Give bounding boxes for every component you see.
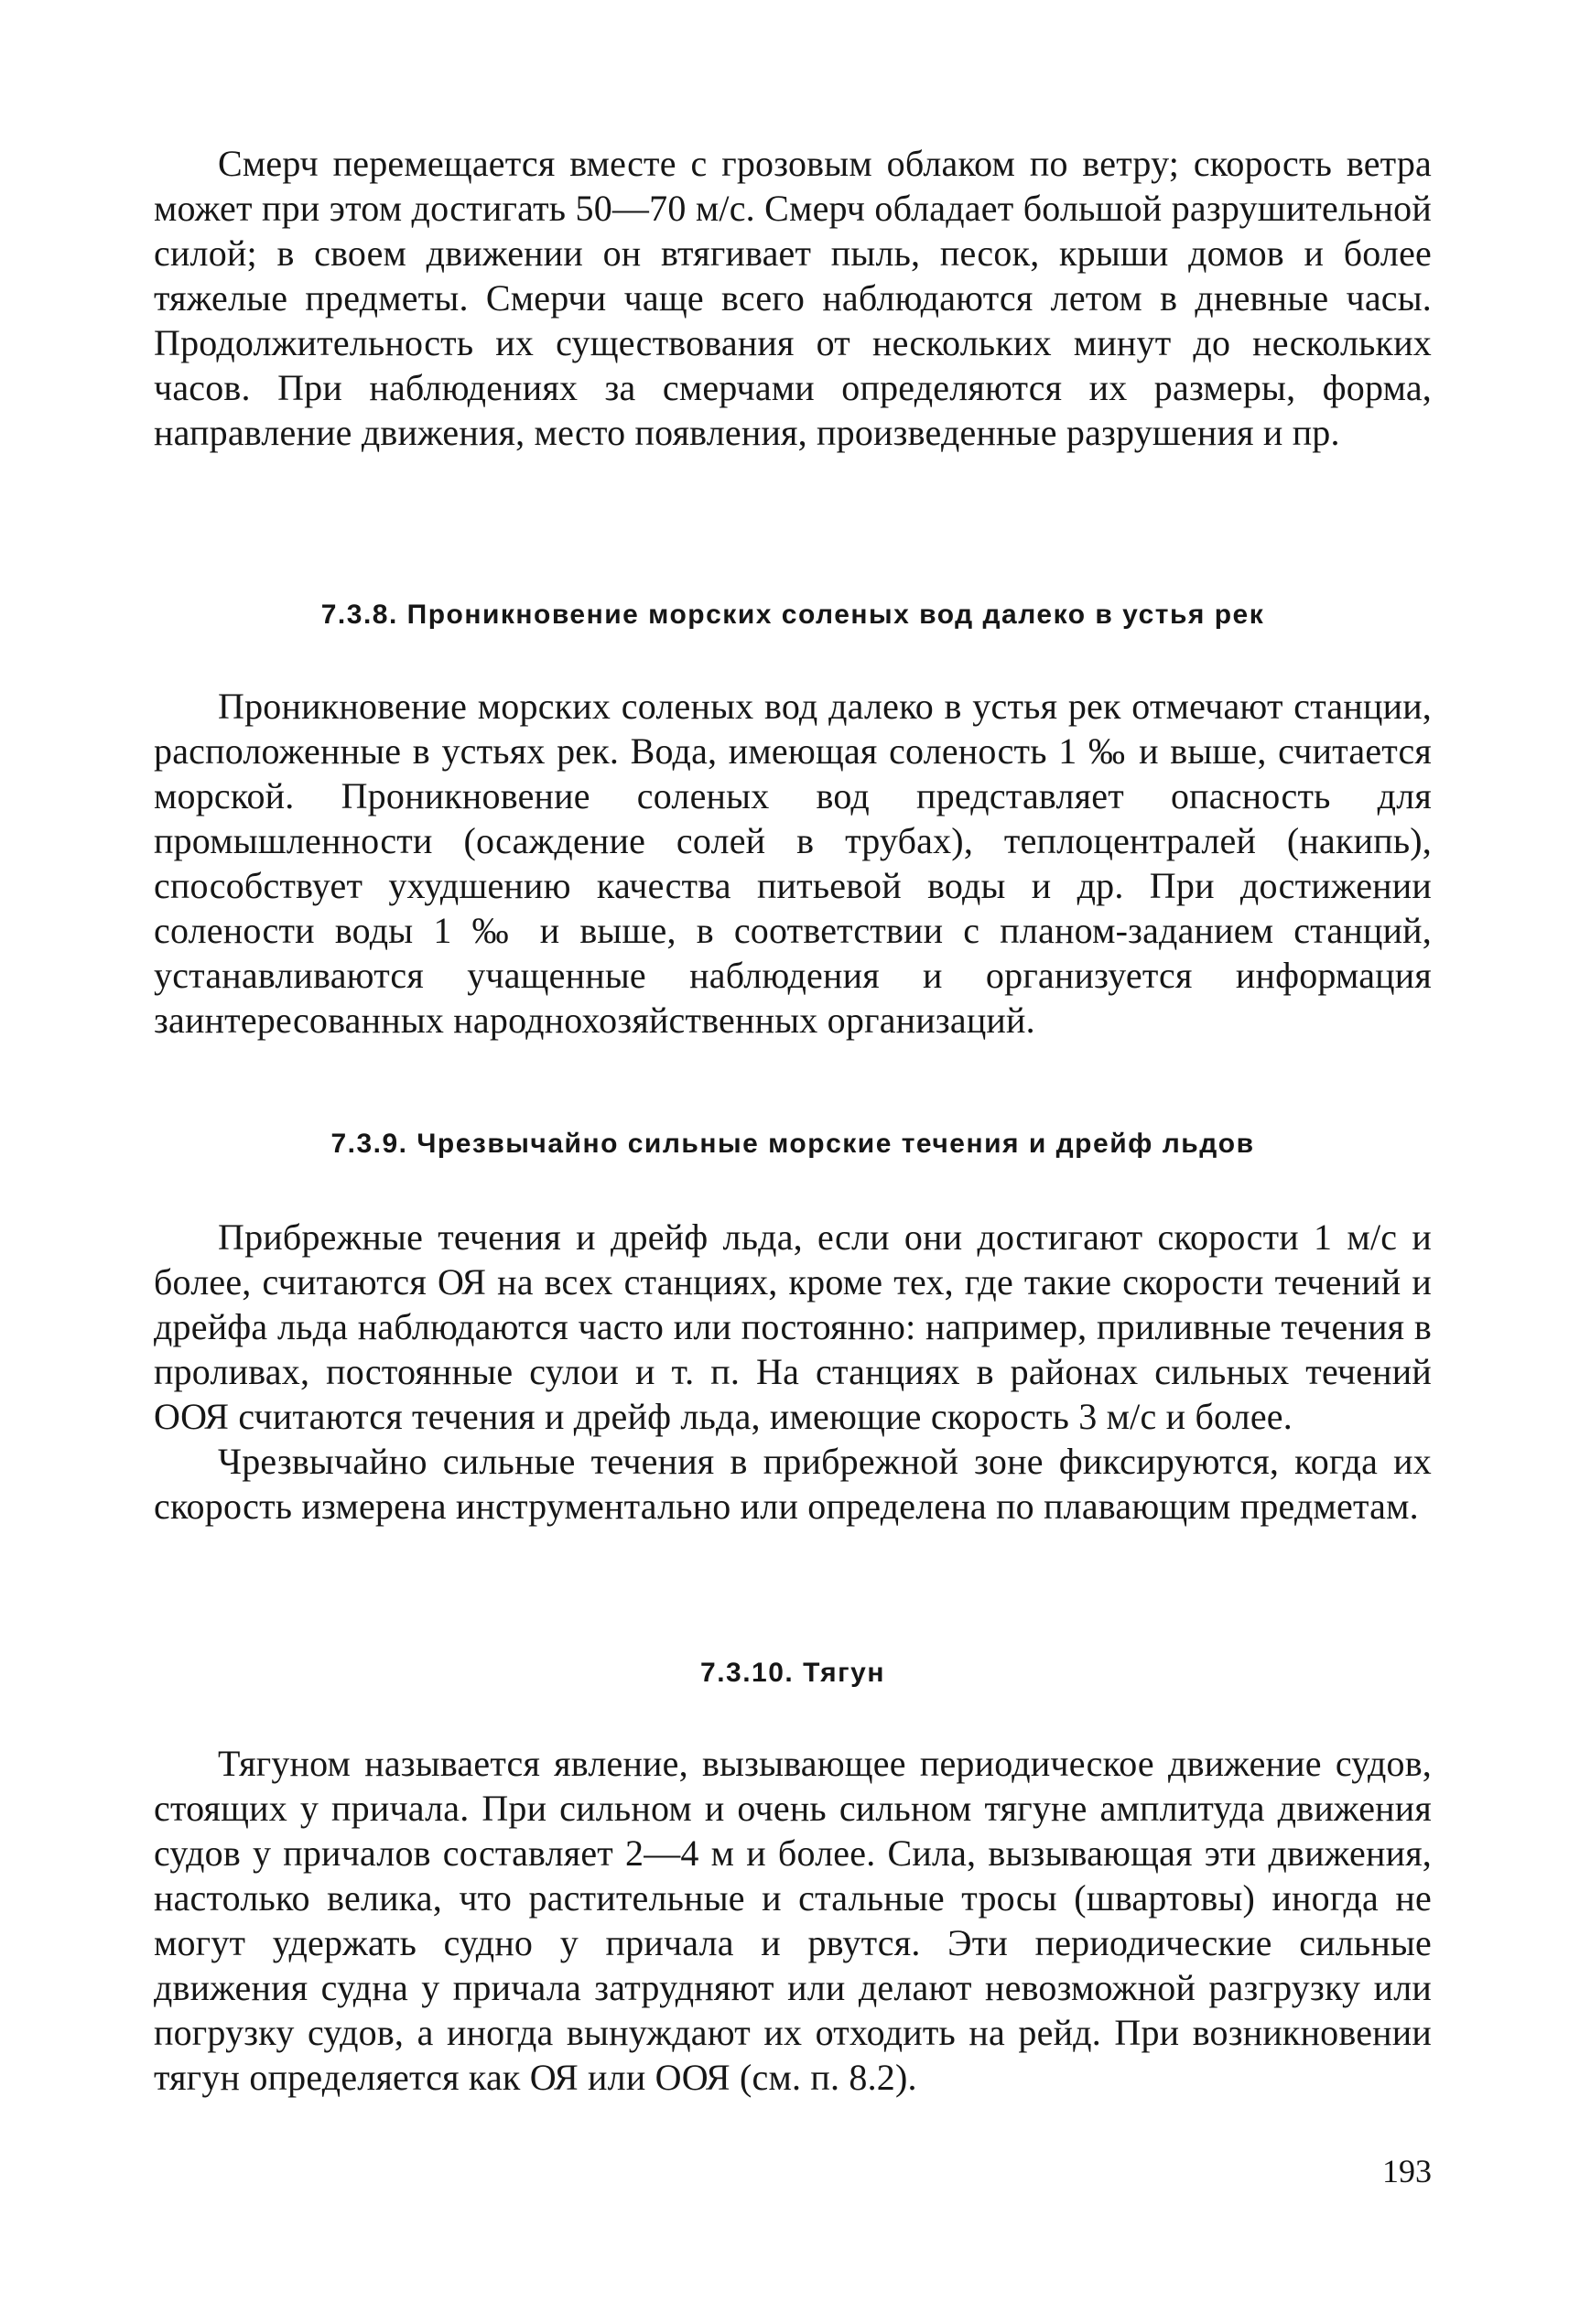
section-7-3-9-paragraph-1: Прибрежные течения и дрейф льда, если они достигают скорости 1 м/с и более, считаются ОЯ на всех станциях, кроме тех, где такие скорости течений и дрейфа льда наблюдаются часто или постоянно: например, приливные течения в проливах, постоянные сулои и т. п. На станциях в районах сильных течений ООЯ считаются течения и дрейф льда, имеющие скорость 3 м/с и более.	[154, 1216, 1432, 1437]
section-7-3-8-paragraph-1: Проникновение морских соленых вод далеко в устья рек отмечают станции, расположенные в устьях рек. Вода, имеющая соленость 1 ‰ и выше, считается морской. Проникновение соленых вод представляет опасность для промышленности (осаждение солей в трубах), теплоцентралей (накипь), способствует ухудшению качества питьевой воды и др. При достижении солености воды 1 ‰ и выше, в соответствии с планом-заданием станций, устанавливаются учащенные наблюдения и организуется информация заинтересованных народнохозяйственных организаций.	[154, 686, 1432, 1041]
section-heading-7-3-8: 7.3.8. Проникновение морских соленых вод далеко в устья рек	[320, 600, 1265, 630]
section-7-3-10-paragraph-1: Тягуном называется явление, вызывающее периодическое движение судов, стоящих у причала. При сильном и очень сильном тягуне амплитуда движения судов у причалов составляет 2—4 м и более. Сила, вызывающая эти движения, настолько велика, что растительные и стальные тросы (швартовы) иногда не могут удержать судно у причала и рвутся. Эти периодические сильные движения судна у причала затрудняют или делают невозможной разгрузку или погрузку судов, а иногда вынуждают их отходить на рейд. При возникновении тягун определяется как ОЯ или ООЯ (см. п. 8.2).	[154, 1743, 1432, 2098]
section-7-3-10-body	[154, 1741, 1432, 2100]
section-heading-7-3-10: 7.3.10. Тягун	[700, 1658, 885, 1688]
section-heading-7-3-9: 7.3.9. Чрезвычайно сильные морские течения и дрейф льдов	[330, 1129, 1255, 1159]
intro-text	[154, 141, 1432, 455]
section-7-3-9-body	[154, 1215, 1432, 1529]
section-7-3-9-paragraph-2: Чрезвычайно сильные течения в прибрежной зоне фиксируются, когда их скорость измерена инструментально или определена по плавающим предметам.	[154, 1441, 1432, 1527]
intro-paragraph: Смерч перемещается вместе с грозовым облаком по ветру; скорость ветра может при этом достигать 50—70 м/с. Смерч обладает большой разрушительной силой; в своем движении он втягивает пыль, песок, крыши домов и более тяжелые предметы. Смерчи чаще всего наблюдаются летом в дневные часы. Продолжительность их существования от нескольких минут до нескольких часов. При наблюдениях за смерчами определяются их размеры, форма, направление движения, место появления, произведенные разрушения и пр.	[154, 143, 1432, 453]
section-7-3-8-body	[154, 684, 1432, 1043]
page-number: 193	[1382, 2153, 1432, 2189]
